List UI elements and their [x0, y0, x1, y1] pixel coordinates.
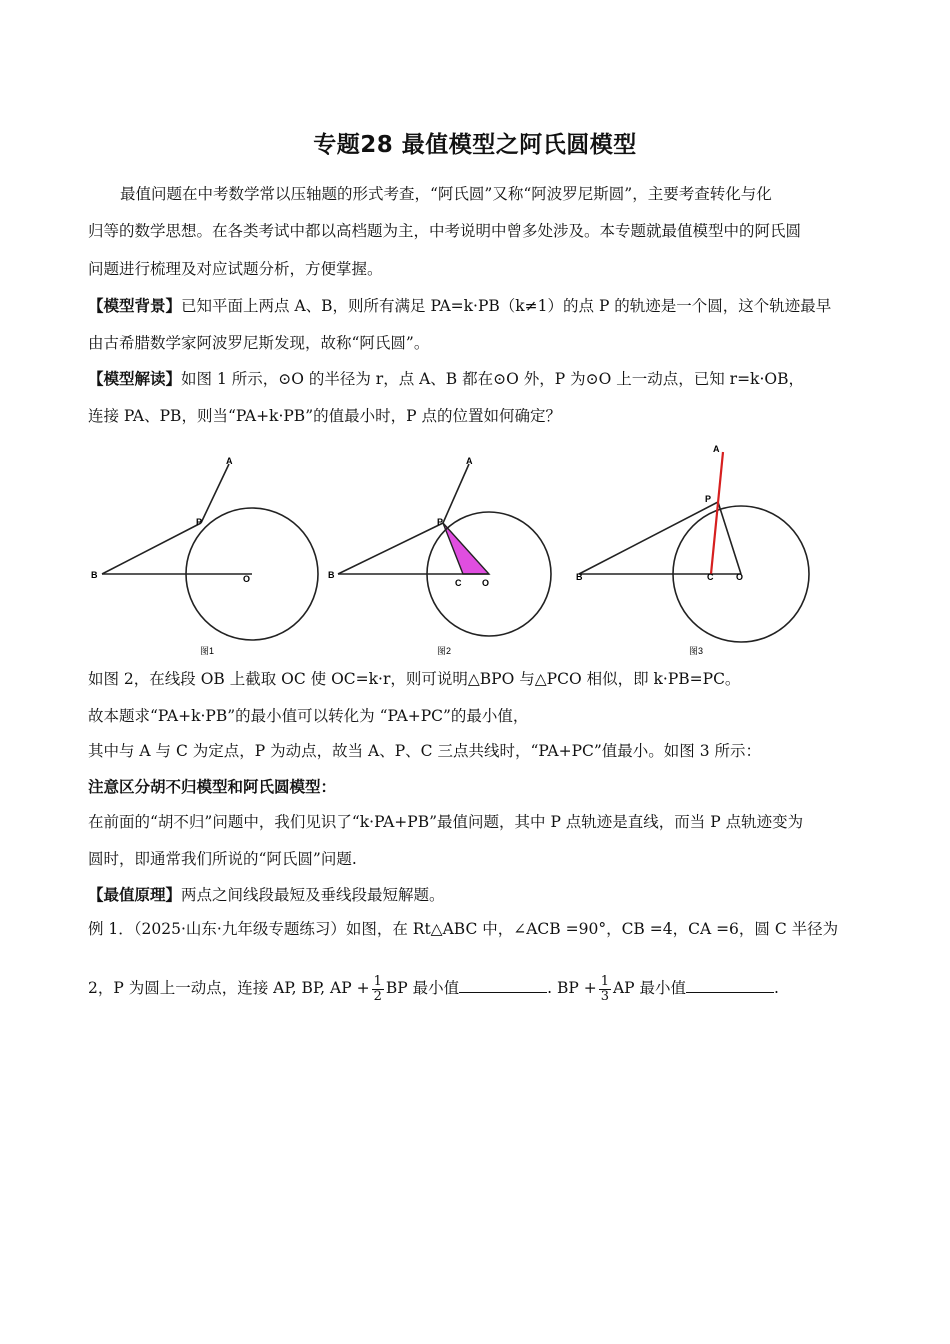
reading-text-2: 连接 PA、PB，则当“PA+k·PB”的值最小时，P 点的位置如何确定？	[88, 407, 561, 425]
figure-2	[328, 456, 551, 656]
background-text-2: 由古希腊数学家阿波罗尼斯发现，故称“阿氏圆”。	[88, 334, 430, 352]
frac2-denominator: 3	[600, 988, 609, 1004]
highlight-triangle	[443, 523, 489, 574]
frac2-numerator: 1	[600, 973, 609, 989]
intro-line-1: 最值问题在中考数学常以压轴题的形式考查，“阿氏圆”又称“阿波罗尼斯圆”，主要考查转化与化	[120, 185, 772, 203]
explain-line-3: 其中与 A 与 C 为定点，P 为动点，故当 A、P、C 三点共线时，“PA+PC”值最小。如图 3 所示：	[88, 742, 761, 760]
figure-3	[576, 444, 809, 656]
figures-illustration	[85, 440, 845, 660]
label-p-fig1: P	[196, 517, 203, 527]
label-b-fig3: B	[576, 572, 583, 582]
intro-line-3: 问题进行梳理及对应试题分析，方便掌握。	[88, 260, 383, 278]
page-title: 专题28 最值模型之阿氏圆模型	[313, 132, 637, 158]
label-o-fig1: O	[243, 574, 251, 584]
label-o-fig3: O	[736, 572, 744, 582]
label-b-fig2: B	[328, 570, 335, 580]
figure-1	[91, 456, 318, 656]
example-text-b: BP 最小值	[385, 979, 460, 997]
answer-blank-2[interactable]	[686, 978, 774, 993]
caption-fig3: 图3	[689, 646, 704, 656]
label-p-fig3: P	[705, 494, 712, 504]
note-line-2: 圆时，即通常我们所说的“阿氏圆”问题.	[88, 850, 357, 868]
principle-paragraph	[88, 885, 878, 905]
intro-line-2: 归等的数学思想。在各类考试中都以高档题为主，中考说明中曾多处涉及。本专题就最值模型中的阿氏圆	[88, 222, 802, 240]
reading-label: 【模型解读】	[88, 370, 182, 388]
fraction-one-third	[599, 975, 611, 1004]
caption-fig1: 图1	[200, 646, 215, 656]
principle-label: 【最值原理】	[88, 886, 182, 904]
note-heading: 注意区分胡不归模型和阿氏圆模型：	[88, 778, 337, 796]
reading-paragraph-1	[88, 369, 878, 389]
frac1-numerator: 1	[373, 973, 382, 989]
principle-text: 两点之间线段最短及垂线段最短解题。	[181, 886, 445, 904]
background-text-1: 已知平面上两点 A、B，则所有满足 PA=k·PB（k≠1）的点 P 的轨迹是一个圆，这个轨迹最早	[181, 297, 832, 315]
label-o-fig2: O	[482, 578, 490, 588]
example-line-1: 例 1．（2025·山东·九年级专题练习）如图，在 Rt△ABC 中，∠ACB =90°，CB =4，CA =6，圆 C 半径为	[88, 920, 839, 938]
note-line-1: 在前面的“胡不归”问题中，我们见识了“k·PA+PB”最值问题，其中 P 点轨迹是直线，而当 P 点轨迹变为	[88, 813, 804, 831]
reading-text-1: 如图 1 所示，⊙O 的半径为 r，点 A、B 都在⊙O 外，P 为⊙O 上一动点，已知 r=k·OB，	[181, 370, 804, 388]
label-c-fig3: C	[707, 572, 714, 582]
frac1-denominator: 2	[373, 988, 382, 1004]
example-line-2	[88, 972, 878, 1004]
label-a-fig3: A	[713, 444, 720, 454]
label-b-fig1: B	[91, 570, 98, 580]
caption-fig2: 图2	[437, 646, 452, 656]
example-text-c: . BP +	[547, 979, 597, 997]
fraction-one-half	[372, 975, 384, 1004]
label-c-fig2: C	[455, 578, 462, 588]
label-p-fig2: P	[437, 517, 444, 527]
example-text-d: AP 最小值	[612, 979, 687, 997]
label-a-fig1: A	[226, 456, 233, 466]
example-text-e: .	[774, 979, 779, 997]
example-text-a: 2，P 为圆上一动点，连接 AP, BP, AP +	[88, 979, 370, 997]
background-label: 【模型背景】	[88, 297, 182, 315]
explain-line-1: 如图 2，在线段 OB 上截取 OC 使 OC=k·r，则可说明△BPO 与△PCO 相似，即 k·PB=PC。	[88, 670, 741, 688]
label-a-fig2: A	[466, 456, 473, 466]
explain-line-2: 故本题求“PA+k·PB”的最小值可以转化为 “PA+PC”的最小值，	[88, 707, 529, 725]
background-paragraph-1	[88, 296, 878, 316]
answer-blank-1[interactable]	[459, 978, 547, 993]
